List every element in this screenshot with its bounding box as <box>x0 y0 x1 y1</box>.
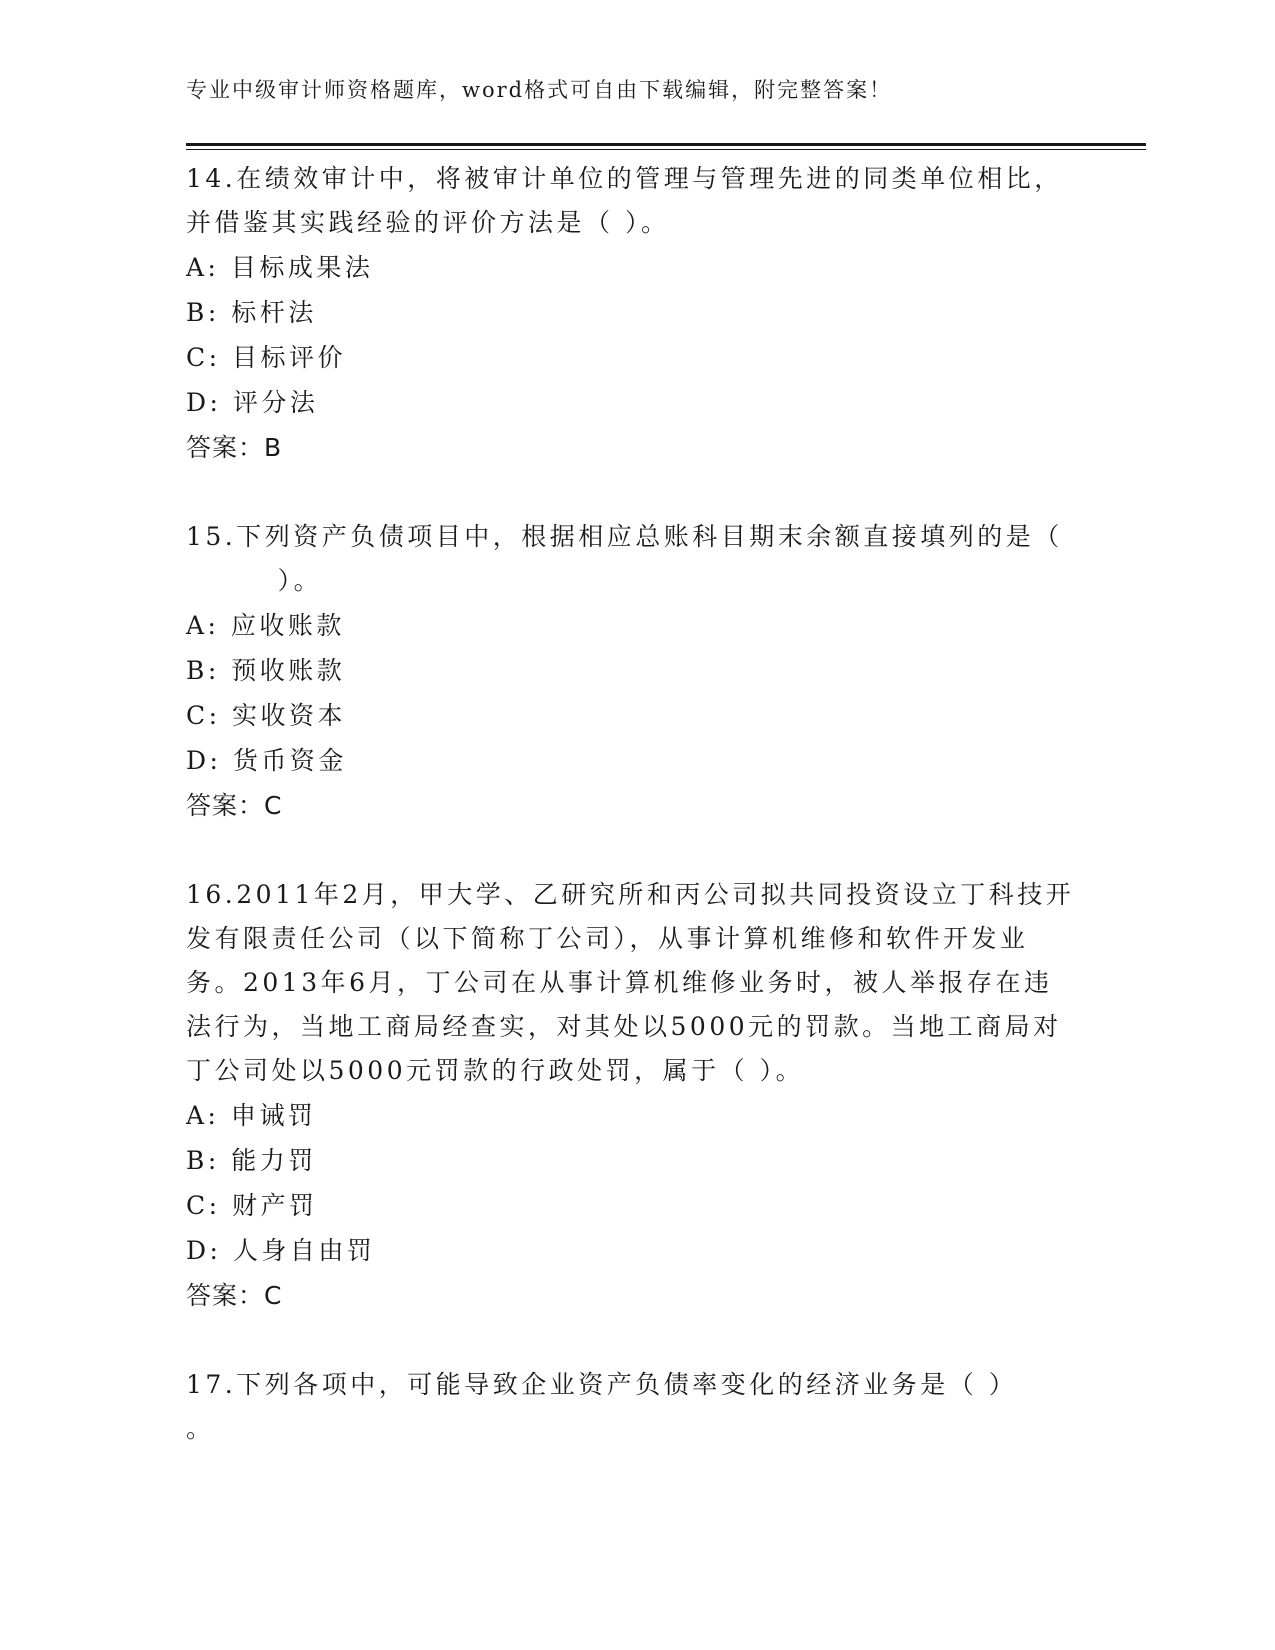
option-b: B: 标杆法 <box>186 298 317 327</box>
question-stem <box>186 1363 1086 1451</box>
stem-line: 16.2011年2月，甲大学、乙研究所和丙公司拟共同投资设立丁科技开 <box>186 880 1075 909</box>
question-list <box>186 157 1086 1496</box>
stem-line: 法行为，当地工商局经查实，对其处以5000元的罚款。当地工商局对 <box>186 1012 1062 1041</box>
question-stem <box>186 515 1086 603</box>
question-17 <box>186 1363 1086 1451</box>
question-stem <box>186 157 1086 245</box>
stem-line: 。 <box>186 1414 215 1443</box>
question-16 <box>186 873 1086 1318</box>
question-stem <box>186 873 1086 1093</box>
option-b: B: 预收账款 <box>186 656 346 685</box>
header-rule-thin <box>186 149 1146 150</box>
option-c: C: 实收资本 <box>186 701 346 730</box>
stem-line: 14.在绩效审计中，将被审计单位的管理与管理先进的同类单位相比， <box>186 164 1063 193</box>
stem-line: 15.下列资产负债项目中，根据相应总账科目期末余额直接填列的是（ <box>186 522 1063 551</box>
stem-line: 发有限责任公司（以下简称丁公司），从事计算机维修和软件开发业 <box>186 924 1029 953</box>
option-d: D: 评分法 <box>186 388 319 417</box>
option-a: A: 目标成果法 <box>186 253 374 282</box>
option-a: A: 应收账款 <box>186 611 345 640</box>
option-d: D: 人身自由罚 <box>186 1236 376 1265</box>
stem-line: 并借鉴其实践经验的评价方法是（ ）。 <box>186 208 670 237</box>
question-15 <box>186 515 1086 828</box>
question-14 <box>186 157 1086 470</box>
option-d: D: 货币资金 <box>186 746 347 775</box>
option-c: C: 目标评价 <box>186 343 346 372</box>
answer: 答案：C <box>186 791 283 820</box>
option-b: B: 能力罚 <box>186 1146 317 1175</box>
stem-line: 务。2013年6月，丁公司在从事计算机维修业务时，被人举报存在违 <box>186 968 1053 997</box>
header-rule-thick <box>186 143 1146 146</box>
page-header: 专业中级审计师资格题库，word格式可自由下载编辑，附完整答案！ <box>186 78 893 102</box>
stem-line: 17.下列各项中，可能导致企业资产负债率变化的经济业务是（ ） <box>186 1370 1018 1399</box>
option-c: C: 财产罚 <box>186 1191 318 1220</box>
stem-line: ）。 <box>186 566 323 595</box>
option-a: A: 申诫罚 <box>186 1101 317 1130</box>
answer: 答案：C <box>186 1281 283 1310</box>
stem-line: 丁公司处以5000元罚款的行政处罚，属于（ ）。 <box>186 1056 805 1085</box>
answer: 答案：B <box>186 433 283 462</box>
